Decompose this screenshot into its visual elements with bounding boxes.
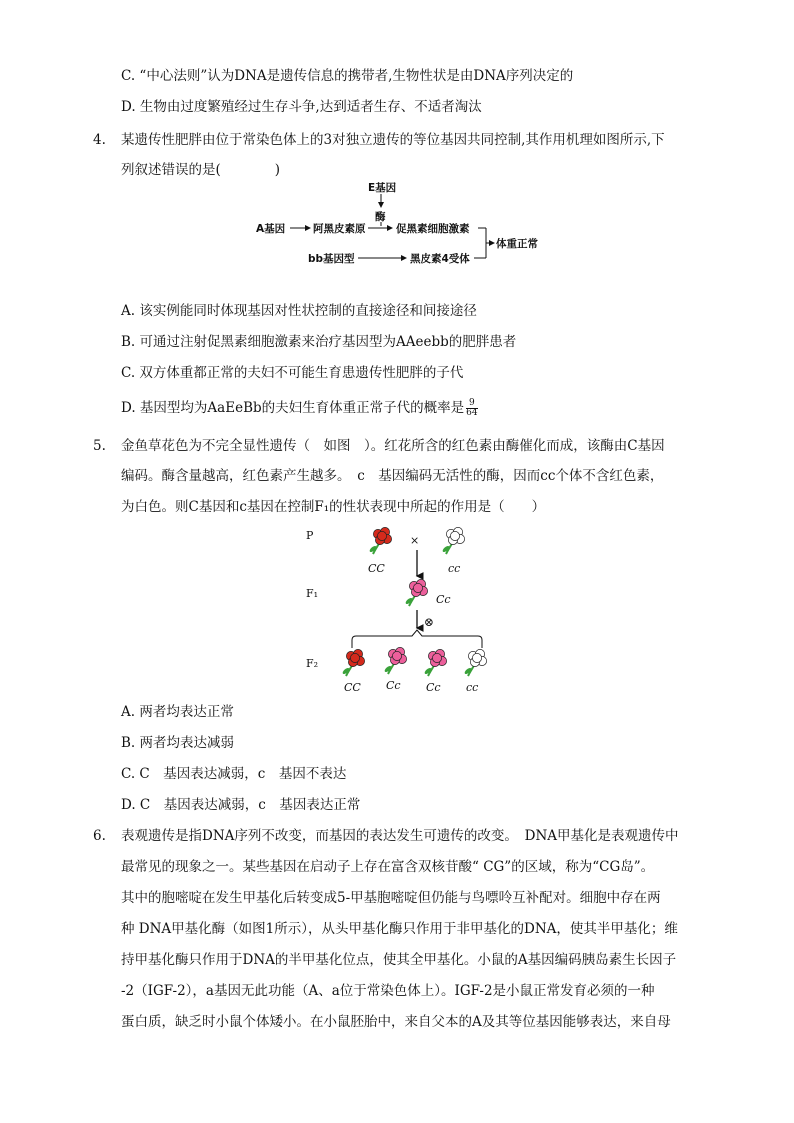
msh-label: 促黑素细胞激素: [396, 223, 470, 235]
p-red-flower: [369, 527, 392, 554]
q3-option-c: C. “中心法则”认为DNA是遗传信息的携带者,生物性状是由DNA序列决定的: [121, 68, 574, 84]
q6-line: 最常见的现象之一。某些基因在启动子上存在富含双核苷酸“ CG”的区域，称为“CG岛”。: [121, 859, 655, 875]
normal-weight-label: 体重正常: [496, 238, 538, 250]
q6-line: 持甲基化酶只作用于DNA的半甲基化位点，使其全甲基化。小鼠的A基因编码胰岛素生长因子: [121, 952, 677, 968]
fraction-denominator: 64: [466, 408, 478, 418]
self-cross-symbol: ⊗: [424, 615, 435, 629]
cross-symbol: ×: [410, 534, 420, 547]
p-generation-label: P: [306, 529, 314, 542]
f1-pink-flower: [405, 579, 428, 606]
q4-option-d: [121, 398, 478, 418]
fraction-numerator: 9: [466, 399, 477, 409]
q3-option-d: D. 生物由过度繁殖经过生存斗争,达到适者生存、不适者淘汰: [121, 99, 482, 115]
f1-generation-label: F₁: [306, 587, 319, 600]
a-gene-label: A基因: [256, 223, 286, 235]
f2-genotype-3: Cc: [426, 681, 441, 694]
q5-number: 5.: [93, 438, 106, 454]
f2-genotype-2: Cc: [386, 679, 401, 692]
f2-genotype-1: CC: [344, 681, 361, 694]
p-right-genotype: cc: [448, 562, 461, 575]
q6-line: -2（IGF-2），a基因无此功能（A、a位于常染色体上）。IGF-2是小鼠正常发育必须的一种: [121, 983, 655, 999]
q4-fraction: [466, 399, 477, 418]
q6-line: 蛋白质，缺乏时小鼠个体矮小。在小鼠胚胎中，来自父本的A及其等位基因能够表达，来自母: [121, 1014, 671, 1030]
q4-option-b: B. 可通过注射促黑素细胞激素来治疗基因型为AAeebb的肥胖患者: [121, 334, 517, 350]
q6-line: 表观遗传是指DNA序列不改变，而基因的表达发生可遗传的改变。 DNA甲基化是表观遗传中: [121, 828, 679, 844]
f2-red-flower: [342, 649, 365, 676]
q5-stem-line2: 编码。酶含量越高，红色素产生越多。 c 基因编码无活性的酶，因而cc个体不含红色素，: [121, 468, 664, 484]
f1-genotype: Cc: [436, 593, 451, 606]
q5-option-b: B. 两者均表达减弱: [121, 735, 235, 751]
q4-mechanism-diagram: [250, 178, 550, 270]
q4-stem-line2: 列叙述错误的是( ): [121, 162, 281, 178]
proopio-label: 阿黑皮素原: [313, 223, 366, 235]
f2-bracket: [352, 630, 482, 648]
receptor-label: 黑皮素4受体: [410, 253, 470, 265]
f2-pink-flower: [424, 649, 447, 676]
q6-line: 种 DNA甲基化酶（如图1所示），从头甲基化酶只作用于非甲基化的DNA，使其半甲基化；维: [121, 921, 678, 937]
p-left-genotype: CC: [368, 562, 385, 575]
q5-stem-line3: 为白色。则C基因和c基因在控制F₁的性状表现中所起的作用是（ ）: [121, 499, 546, 515]
q5-option-a: A. 两者均表达正常: [121, 704, 234, 720]
p-white-flower: [442, 527, 465, 554]
enzyme-label: 酶: [375, 211, 386, 223]
q5-option-c: C. C 基因表达减弱，c 基因不表达: [121, 766, 347, 782]
q4-stem-line1: 某遗传性肥胖由位于常染色体上的3对独立遗传的等位基因共同控制,其作用机理如图所示,下: [121, 132, 665, 148]
f2-white-flower: [464, 649, 487, 676]
q5-option-d: D. C 基因表达减弱，c 基因表达正常: [121, 797, 361, 813]
f2-genotype-4: cc: [466, 681, 479, 694]
q4-option-c: C. 双方体重都正常的夫妇不可能生育患遗传性肥胖的子代: [121, 365, 464, 381]
f2-pink-flower: [384, 647, 407, 674]
q4-option-d-text: D. 基因型均为AaEeBb的夫妇生育体重正常子代的概率是: [121, 400, 465, 416]
q5-stem-line1: 金鱼草花色为不完全显性遗传（ 如图 ）。红花所含的红色素由酶催化而成，该酶由C基因: [121, 438, 665, 454]
q5-inheritance-figure: [300, 520, 500, 700]
e-gene-label: E基因: [368, 182, 397, 194]
q4-option-a: A. 该实例能同时体现基因对性状控制的直接途径和间接途径: [121, 303, 477, 319]
q6-line: 其中的胞嘧啶在发生甲基化后转变成5-甲基胞嘧啶但仍能与鸟嘌呤互补配对。细胞中存在两: [121, 890, 661, 906]
bb-label: bb基因型: [308, 253, 355, 265]
q6-number: 6.: [93, 828, 106, 844]
q4-number: 4.: [93, 132, 106, 148]
f2-generation-label: F₂: [306, 657, 319, 670]
